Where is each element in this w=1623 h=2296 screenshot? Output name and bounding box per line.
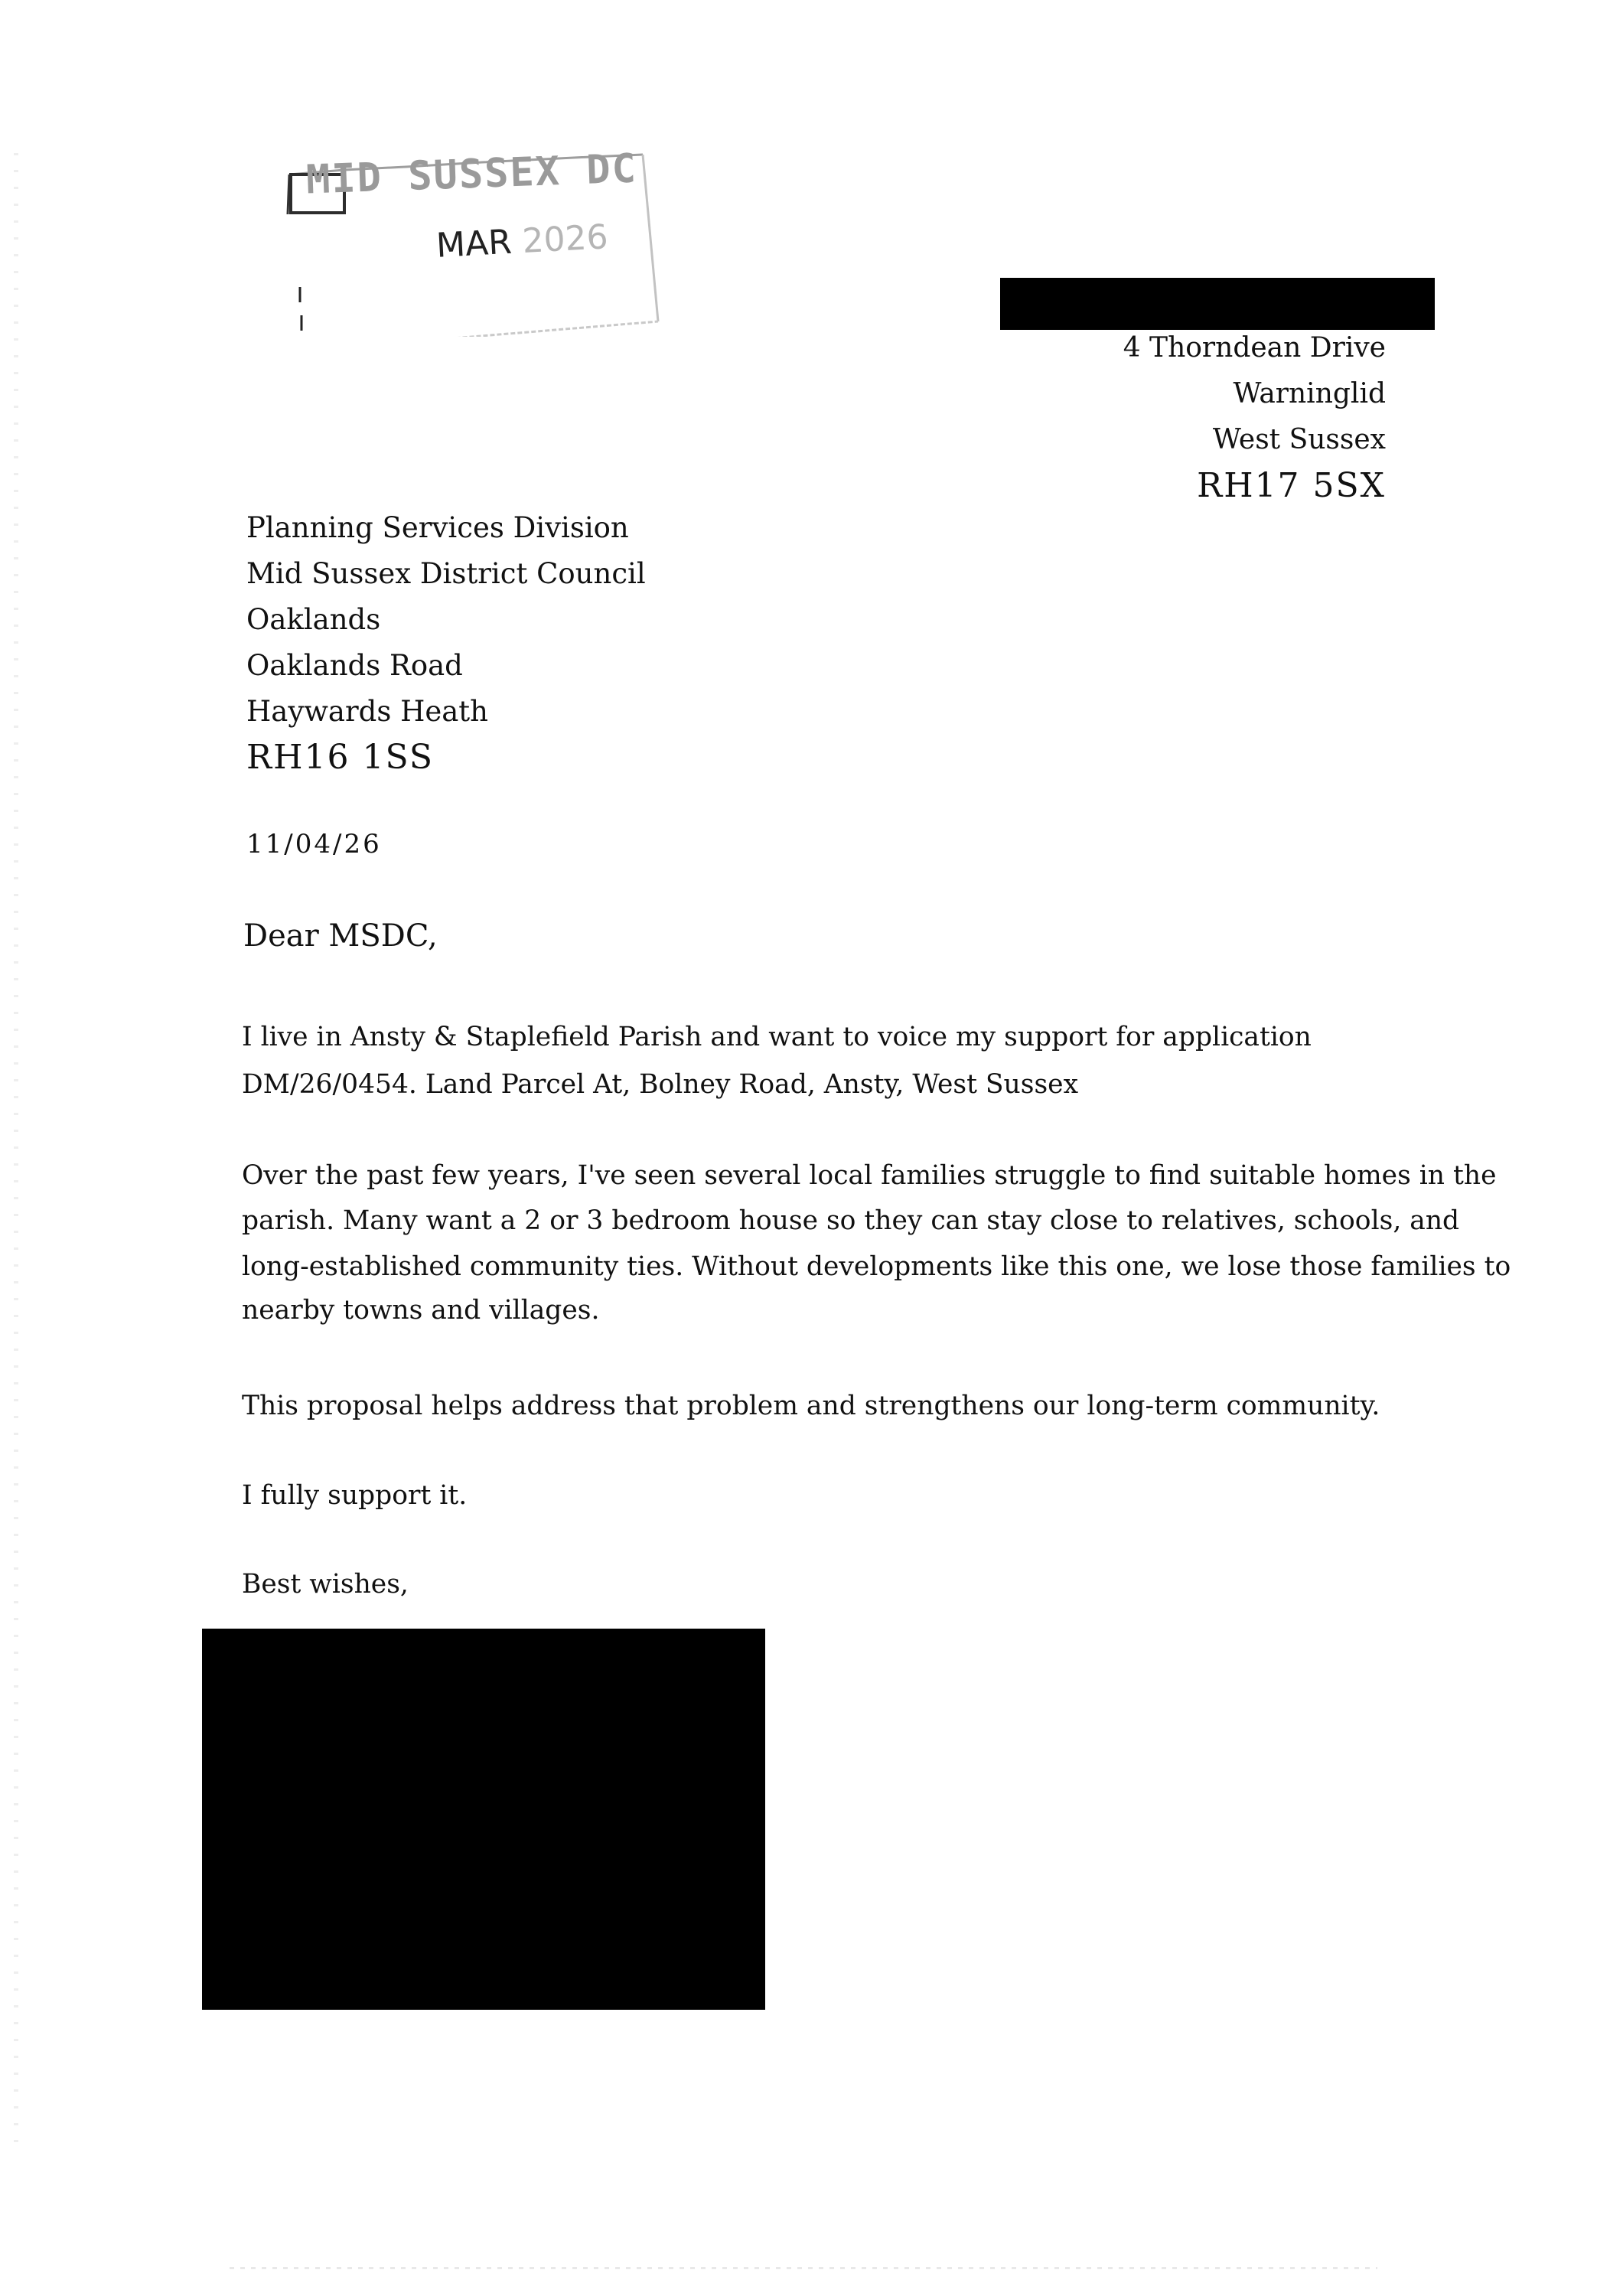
redacted-sender-name <box>1000 278 1435 330</box>
paragraph-line: This proposal helps address that problem and strengthens our long-term community. <box>242 1391 1380 1421</box>
recipient-line: Oaklands <box>246 603 381 636</box>
letter-date: 11/04/26 <box>246 829 382 859</box>
sender-address <box>1123 325 1386 509</box>
recipient-line: Oaklands Road <box>246 649 463 682</box>
sender-address-line: Warninglid <box>1233 378 1386 409</box>
salutation: Dear MSDC, <box>243 918 438 954</box>
stamp-organisation: MID SUSSEX DC <box>305 145 638 204</box>
paragraph-line: Over the past few years, I've seen several local families struggle to find suitable homes in the <box>242 1160 1497 1191</box>
paragraph-line: long-established community ties. Without developments like this one, we lose those families to <box>242 1251 1511 1282</box>
paragraph-line: I live in Ansty & Staplefield Parish and want to voice my support for application <box>242 1022 1312 1052</box>
scan-bottom-artifact <box>230 2267 1377 2269</box>
sender-address-line: West Sussex <box>1212 424 1386 455</box>
scan-edge-artifact <box>14 153 18 2143</box>
sender-postcode: RH17 5SX <box>1197 466 1386 505</box>
stamp-date-year: 2026 <box>521 217 609 261</box>
paragraph-line: nearby towns and villages. <box>242 1295 600 1326</box>
paragraph-line: I fully support it. <box>242 1480 468 1511</box>
sender-address-line: 4 Thorndean Drive <box>1123 332 1386 364</box>
recipient-address <box>246 505 646 781</box>
redacted-signature <box>202 1629 765 2010</box>
recipient-postcode: RH16 1SS <box>246 738 434 777</box>
received-stamp <box>283 130 681 337</box>
recipient-line: Haywards Heath <box>246 695 488 728</box>
recipient-line: Mid Sussex District Council <box>246 557 646 590</box>
stamp-date-month: MAR <box>435 222 513 266</box>
paragraph-line: parish. Many want a 2 or 3 bedroom house so they can stay close to relatives, schools, and <box>242 1205 1460 1236</box>
paragraph-line: DM/26/0454. Land Parcel At, Bolney Road, Ansty, West Sussex <box>242 1069 1079 1100</box>
recipient-line: Planning Services Division <box>246 511 629 544</box>
closing-line: Best wishes, <box>242 1569 409 1600</box>
